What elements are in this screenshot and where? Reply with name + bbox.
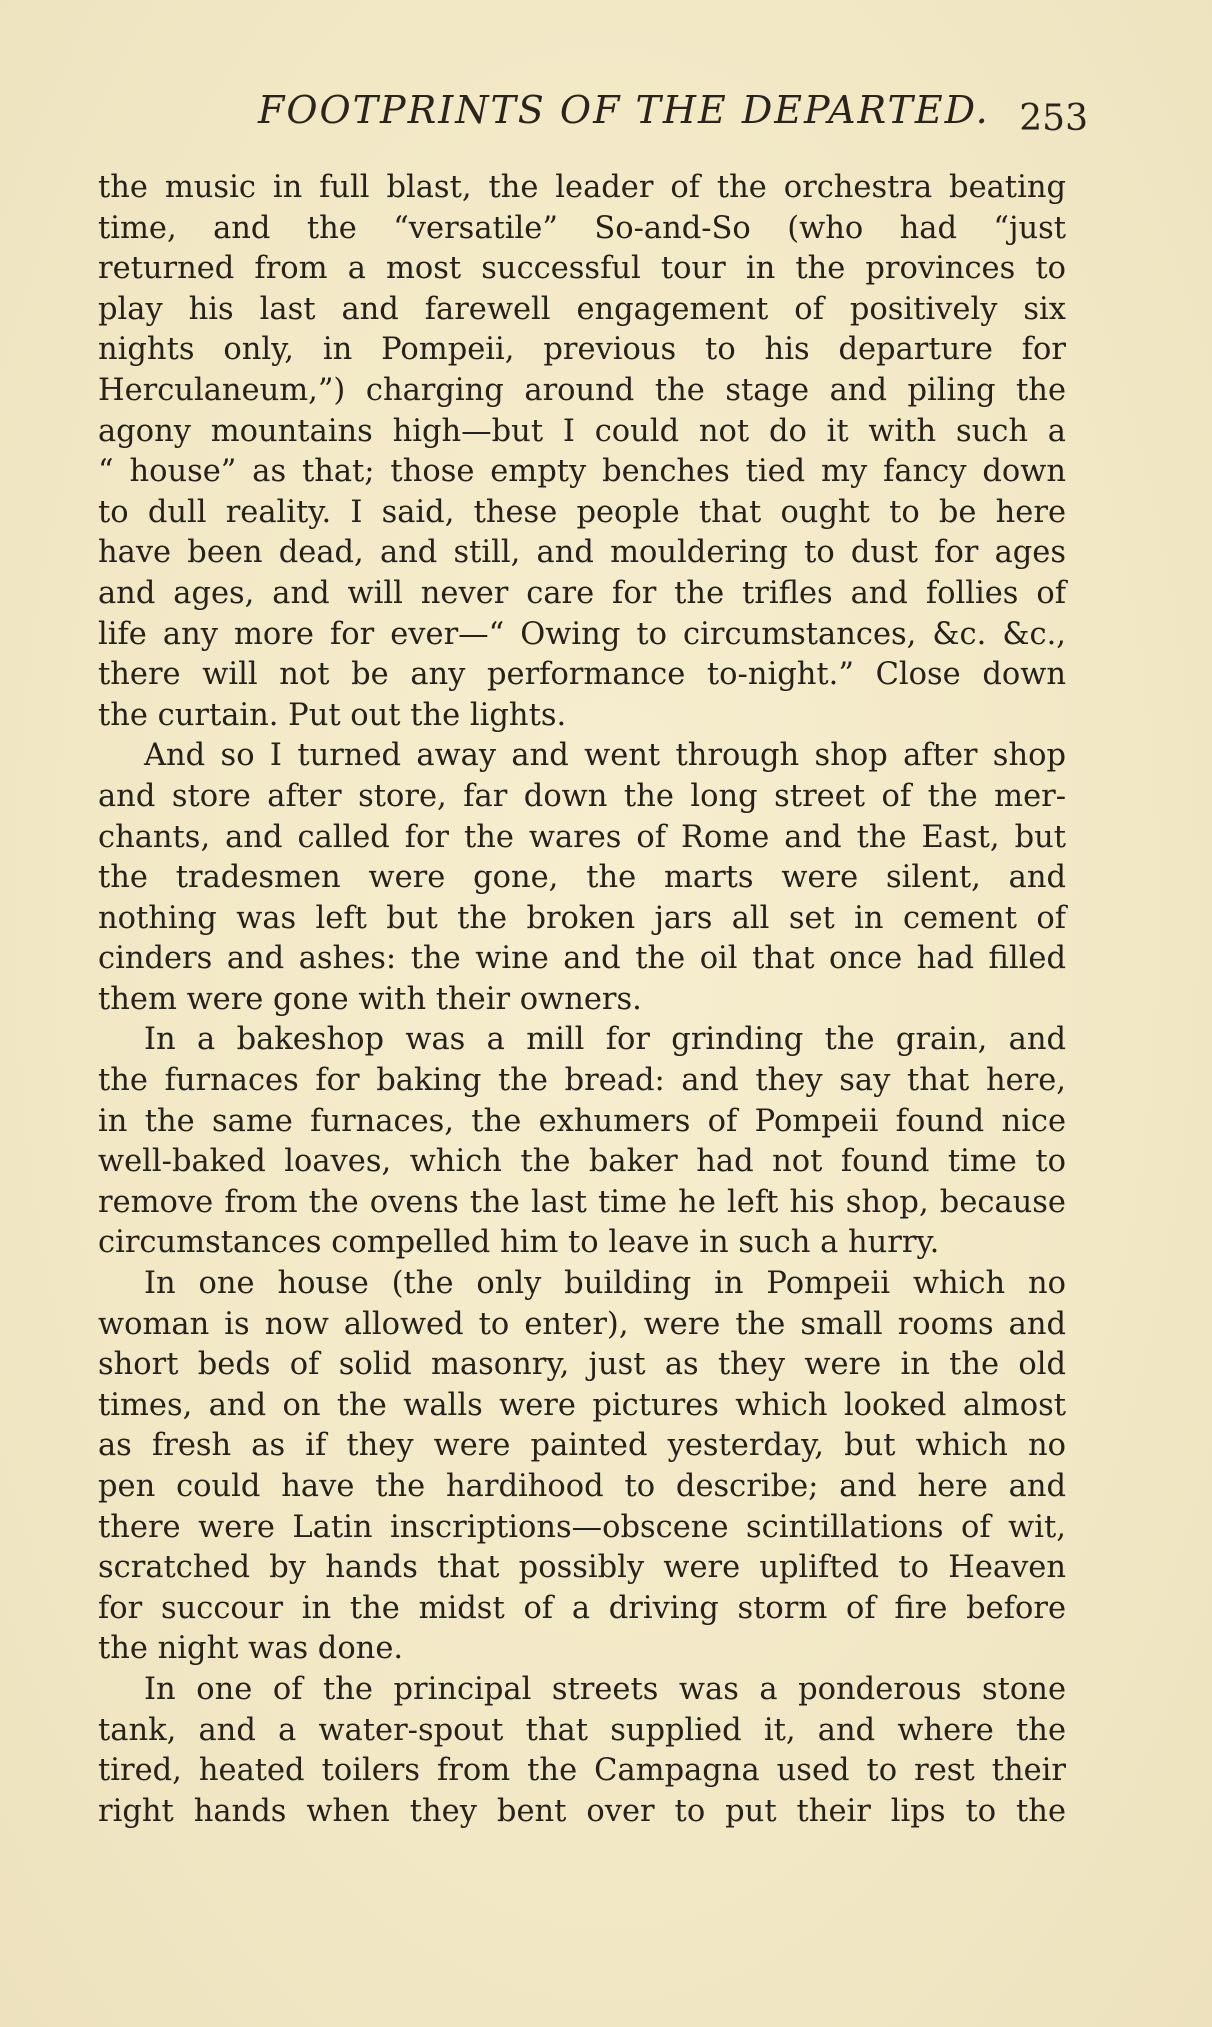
text-line: returned from a most successful tour in the provinces to: [98, 251, 1066, 287]
text-line: cinders and ashes: the wine and the oil that once had filled: [98, 941, 1066, 977]
text-line: the night was done.: [98, 1631, 404, 1667]
text-line: and store after store, far down the long street of the mer-: [98, 778, 1066, 814]
text-line: and ages, and will never care for the trifles and follies of: [98, 575, 1066, 611]
text-line: remove from the ovens the last time he left his shop, because: [98, 1184, 1066, 1220]
text-line: life any more for ever—“ Owing to circumstances, &c. &c.,: [98, 616, 1066, 652]
text-line: times, and on the walls were pictures which looked almost: [98, 1387, 1066, 1423]
text-line: play his last and farewell engagement of positively six: [98, 291, 1066, 327]
text-line: In one of the principal streets was a ponderous stone: [144, 1671, 1066, 1707]
text-line: chants, and called for the wares of Rome and the East, but: [98, 819, 1066, 855]
text-line: nights only, in Pompeii, previous to his departure for: [98, 332, 1066, 368]
running-head: [258, 88, 1088, 148]
text-line: nothing was left but the broken jars all set in cement of: [98, 900, 1066, 936]
text-line: to dull reality. I said, these people that ought to be here: [98, 494, 1066, 530]
text-line: as fresh as if they were painted yesterday, but which no: [98, 1428, 1066, 1464]
text-line: in the same furnaces, the exhumers of Pompeii found nice: [98, 1103, 1066, 1139]
text-line: the curtain. Put out the lights.: [98, 697, 567, 733]
text-line: time, and the “versatile” So-and-So (who had “just: [98, 210, 1066, 246]
running-head-title: FOOTPRINTS OF THE DEPARTED.: [258, 88, 990, 132]
text-line: well-baked loaves, which the baker had not found time to: [98, 1144, 1066, 1180]
text-line: tired, heated toilers from the Campagna used to rest their: [98, 1753, 1066, 1789]
text-line: scratched by hands that possibly were uplifted to Heaven: [98, 1550, 1066, 1586]
text-line: Herculaneum,”) charging around the stage and piling the: [98, 372, 1066, 408]
text-line: agony mountains high—but I could not do it with such a: [98, 413, 1066, 449]
page-number: 253: [1019, 98, 1088, 139]
body-text: [98, 168, 1066, 1832]
text-line: them were gone with their owners.: [98, 981, 642, 1017]
text-line: short beds of solid masonry, just as they were in the old: [98, 1347, 1066, 1383]
text-line: for succour in the midst of a driving storm of fire before: [98, 1590, 1066, 1626]
text-line: the music in full blast, the leader of the orchestra beating: [98, 170, 1066, 205]
text-line: In a bakeshop was a mill for grinding the grain, and: [144, 1022, 1066, 1058]
text-line: In one house (the only building in Pompeii which no: [144, 1266, 1066, 1302]
text-line: pen could have the hardihood to describe; and here and: [98, 1469, 1066, 1504]
text-line: And so I turned away and went through shop after shop: [144, 738, 1066, 774]
text-line: circumstances compelled him to leave in such a hurry.: [98, 1225, 940, 1261]
text-line: there will not be any performance to-night.” Close down: [98, 657, 1066, 693]
text-line: “ house” as that; those empty benches tied my fancy down: [98, 454, 1066, 490]
text-line: tank, and a water-spout that supplied it, and where the: [98, 1712, 1066, 1748]
text-line: have been dead, and still, and mouldering to dust for ages: [98, 535, 1066, 571]
text-line: there were Latin inscriptions—obscene scintillations of wit,: [98, 1509, 1066, 1545]
text-line: the furnaces for baking the bread: and they say that here,: [98, 1063, 1066, 1099]
text-line: right hands when they bent over to put their lips to the: [98, 1793, 1066, 1829]
text-line: woman is now allowed to enter), were the small rooms and: [98, 1306, 1066, 1342]
text-line: the tradesmen were gone, the marts were silent, and: [98, 860, 1066, 896]
